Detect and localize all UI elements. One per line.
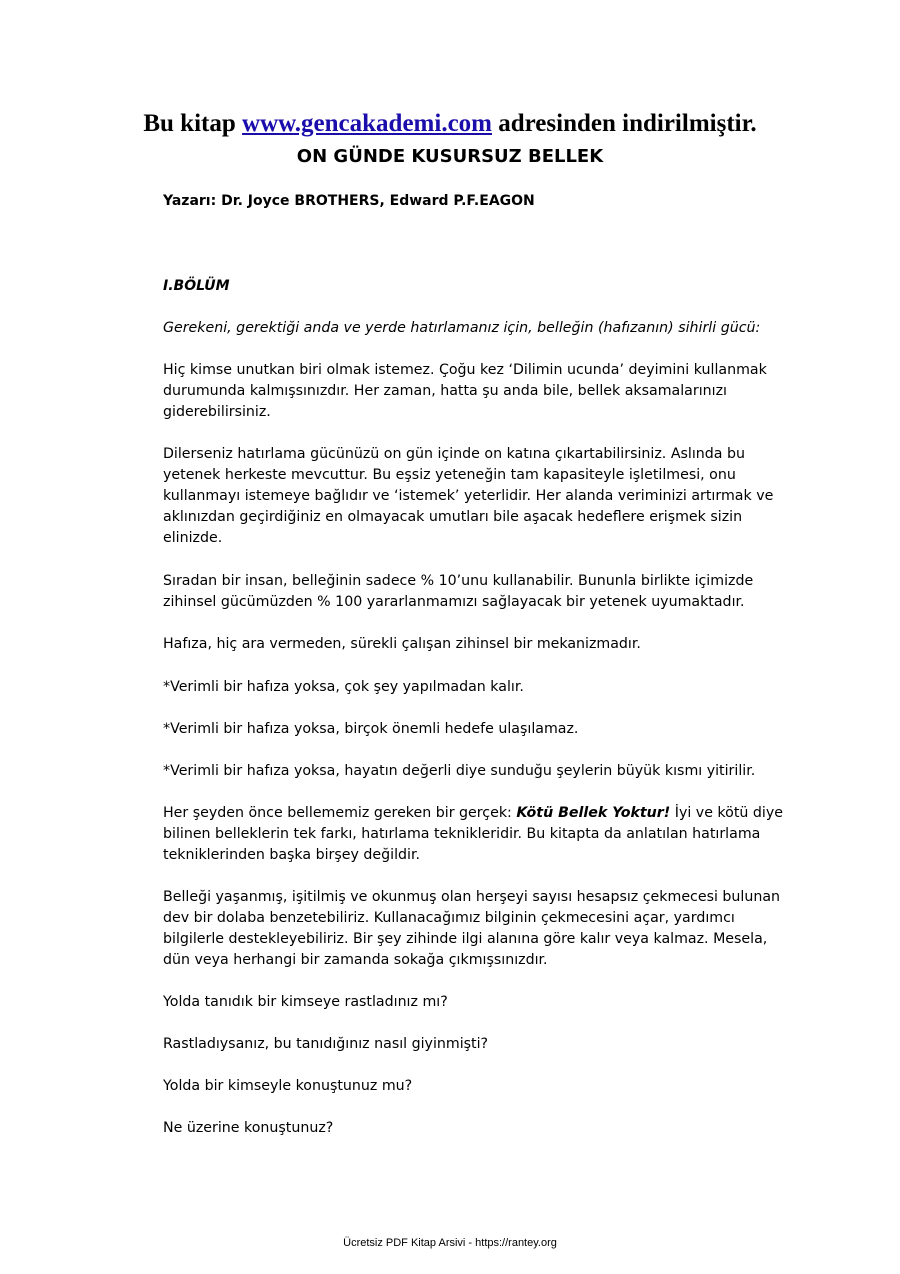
paragraph-8-start: Her şeyden önce bellememiz gereken bir gerçek: [163,805,517,821]
banner-suffix: adresinden indirilmiştir. [492,110,757,137]
banner-prefix: Bu kitap [143,110,243,137]
paragraph-12: Yolda bir kimseyle konuştunuz mu? [163,1078,413,1094]
paragraph-9: Belleği yaşanmış, işitilmiş ve okunmuş olan herşeyi sayısı hesapsız çekmecesi bulunan dev bir dolaba benzetebiliriz. Kullanacağımız bilginin çekmecesini açar, yardımcı bilgilerle destekleyebiliriz. Bir şey zihinde ilgi alanına göre kalır veya kalmaz. Mesela, dün veya herhangi bir zamanda sokağa çıkmışsınızdır. [163,889,781,968]
paragraph-11: Rastladıysanız, bu tanıdığınız nasıl giyinmişti? [163,1036,489,1052]
section-heading: I.BÖLÜM [163,278,230,294]
banner-link[interactable]: www.gencakademi.com [242,110,492,137]
paragraph-7: *Verimli bir hafıza yoksa, hayatın değerli diye sunduğu şeylerin büyük kısmı yitirilir. [163,763,756,779]
paragraph-8-emphasis: Kötü Bellek Yoktur! [516,805,671,821]
paragraph-3: Sıradan bir insan, belleğinin sadece % 10’unu kullanabilir. Bununla birlikte içimizde zihinsel gücümüzden % 100 yararlanmamızı sağlayacak bir yetenek uyumaktadır. [163,573,754,610]
paragraph-6: *Verimli bir hafıza yoksa, birçok önemli hedefe ulaşılamaz. [163,721,579,737]
paragraph-5: *Verimli bir hafıza yoksa, çok şey yapılmadan kalır. [163,679,524,695]
paragraph-10: Yolda tanıdık bir kimseye rastladınız mı? [163,994,448,1010]
intro-paragraph: Gerekeni, gerektiği anda ve yerde hatırlamanız için, belleğin (hafızanın) sihirli gücü: [163,320,761,336]
paragraph-8 [163,803,783,866]
paragraph-13: Ne üzerine konuştunuz? [163,1120,334,1136]
download-banner [0,108,900,140]
book-title: ON GÜNDE KUSURSUZ BELLEK [296,146,604,167]
author-line: Yazarı: Dr. Joyce BROTHERS, Edward P.F.EAGON [163,193,535,209]
paragraph-8-end: İyi ve kötü diye bilinen belleklerin tek farkı, hatırlama teknikleridir. Bu kitapta da anlatılan hatırlama tekniklerinden başka birşey değildir. [163,805,783,863]
paragraph-4: Hafıza, hiç ara vermeden, sürekli çalışan zihinsel bir mekanizmadır. [163,636,641,652]
paragraph-2: Dilerseniz hatırlama gücünüzü on gün içinde on katına çıkartabilirsiniz. Aslında bu yetenek herkeste mevcuttur. Bu eşsiz yeteneğin tam kapasiteyle işletilmesi, onu kullanmayı istemeye bağlıdır ve ‘istemek’ yeterlidir. Her alanda veriminizi artırmak ve aklınızdan geçirdiğiniz en olmayacak umutları bile aşacak hedeflere erişmek sizin elinizde. [163,446,774,546]
paragraph-1: Hiç kimse unutkan biri olmak istemez. Çoğu kez ‘Dilimin ucunda’ deyimini kullanmak durumunda kalmışsınızdır. Her zaman, hatta şu anda bile, bellek aksamalarınızı giderebilirsiniz. [163,362,767,420]
footer-note: Ücretsiz PDF Kitap Arsivi - https://rantey.org [343,1237,557,1249]
